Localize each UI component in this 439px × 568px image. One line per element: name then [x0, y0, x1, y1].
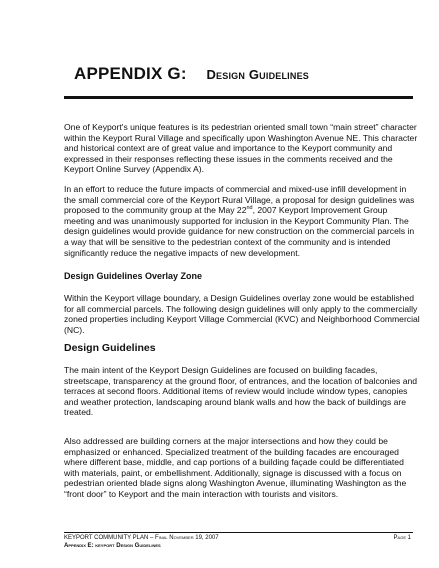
- building-corners-paragraph: Also addressed are building corners at the major intersections and how they could be emphasized or enhanced. Specialized treatment of the building facades are encouraged where different base, middle, and cap portions of a building façade could be differentiated with materials, paint, or embellishment. Additionally, signage is discussed with a focus on pedestrian oriented blade signs along Washington Avenue, illuminating Washington as the “front door” to Keyport and the main interaction with tourists and visitors.: [64, 436, 407, 499]
- footer-appendix-title: Appendix E: keyport Design Guidelines: [64, 543, 161, 549]
- overlay-zone-heading: Design Guidelines Overlay Zone: [64, 271, 203, 281]
- title-name: Design Guidelines: [206, 67, 309, 82]
- footer-page-number: Page 1: [393, 535, 411, 541]
- footer-plan-title: KEYPORT COMMUNITY PLAN – Final November 19, 2007: [64, 535, 219, 541]
- guidelines-intent-paragraph: The main intent of the Keyport Design Guidelines are focused on building facades, streetscape, transparency at the ground floor, of entrances, and the location of balconies and terraces at second floors. Additional items of review would include window types, canopies and weather protection, landscaping around blank walls and how the back of buildings are treated.: [64, 365, 418, 418]
- page-title: [74, 64, 414, 84]
- intro-paragraph: One of Keyport's unique features is its pedestrian oriented small town “main street” character within the Keyport Rural Village and specifically upon Washington Avenue NE. This character and historical context are of great value and importance to the Keyport community and expressed in their responses reflecting these issues in the comments received and the Keyport Online Survey (Appendix A).: [64, 122, 418, 175]
- overlay-zone-paragraph: Within the Keyport village boundary, a Design Guidelines overlay zone would be established for all commercial parcels. The following design guidelines will only apply to the commercially zoned properties including Keyport Village Commercial (KVC) and Neighborhood Commercial (NC).: [64, 293, 420, 335]
- footer-rule: [64, 532, 413, 533]
- background-text-start: In an effort to reduce the future impacts of commercial and mixed-use infill development in the small commercial core of the Keyport Rural Village, a proposal for design guidelines was proposed to the community group at the May 22: [64, 184, 415, 216]
- title-underline: [64, 96, 413, 99]
- design-guidelines-heading: Design Guidelines: [64, 342, 156, 354]
- ordinal-suffix: nd: [246, 205, 253, 212]
- background-text-end: , 2007 Keyport Improvement Group meeting and was unanimously supported for inclusion in the Keyport Community Plan. The design guidelines would provide guidance for new construction on the commercial parcels in a way that will be sensitive to the pedestrian context of the community and is intended significantly reduce the negative impacts of new development.: [64, 205, 415, 258]
- title-prefix: APPENDIX G:: [74, 64, 187, 83]
- background-paragraph: [64, 184, 420, 258]
